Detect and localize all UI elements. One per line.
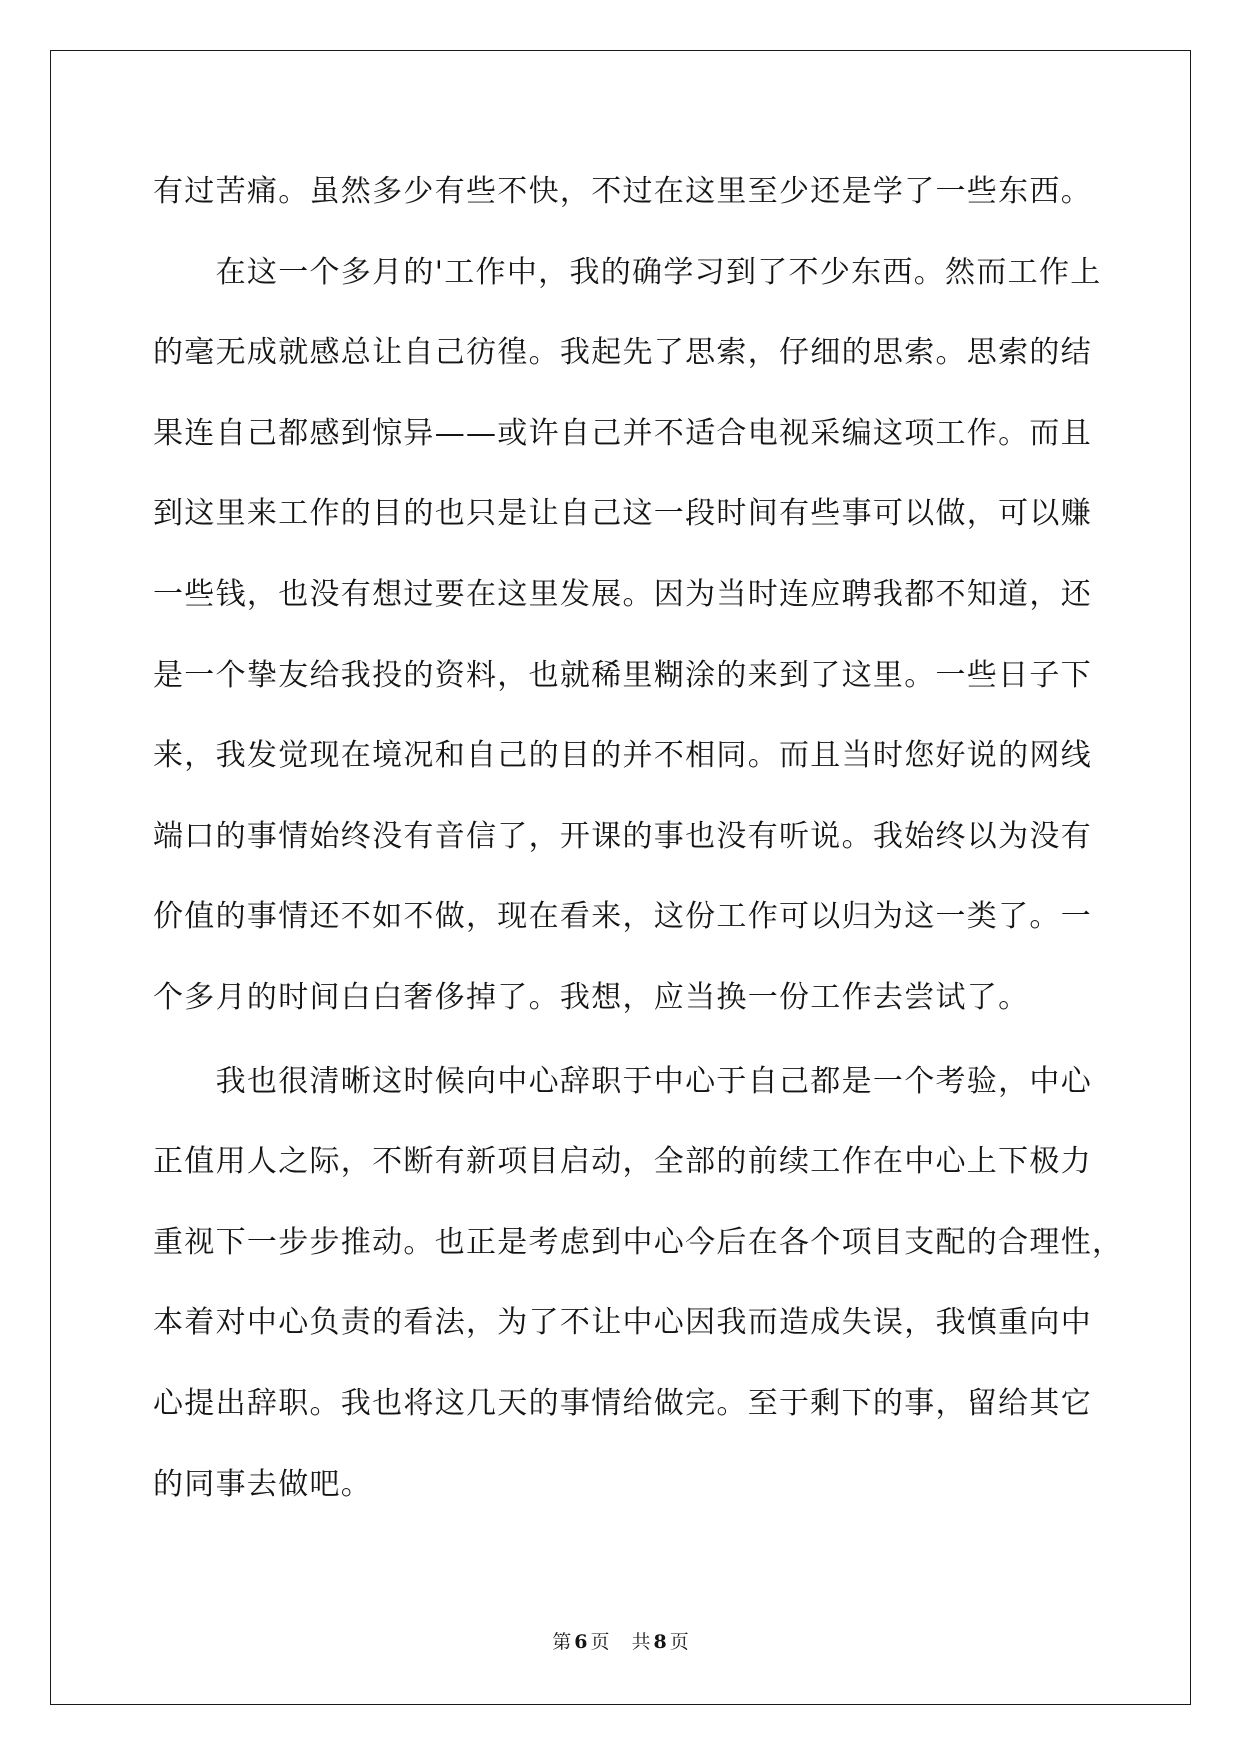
text-line: 一些钱，也没有想过要在这里发展。因为当时连应聘我都不知道，还 [153, 576, 1092, 612]
text-line: 有过苦痛。虽然多少有些不快，不过在这里至少还是学了一些东西。 [153, 174, 1092, 209]
text-line: 个多月的时间白白奢侈掉了。我想，应当换一份工作去尝试了。 [153, 979, 1030, 1015]
paragraph-2 [153, 233, 1153, 1039]
text-line: 本着对中心负责的看法，为了不让中心因我而造成失误，我慎重向中 [153, 1305, 1092, 1341]
text-line: 的同事去做吧。 [153, 1466, 373, 1502]
text-line: 来，我发觉现在境况和自己的目的并不相同。而且当时您好说的网线 [153, 738, 1092, 774]
footer-current-suffix: 页 [590, 1631, 610, 1653]
document-body [153, 152, 1153, 1525]
text-line: 的毫无成就感总让自己彷徨。我起先了思索，仔细的思索。思索的结 [153, 335, 1092, 371]
footer-current-prefix: 第 [552, 1631, 572, 1653]
text-line: 在这一个多月的'工作中，我的确学习到了不少东西。然而工作上 [215, 254, 1102, 290]
text-line: 果连自己都感到惊异——或许自己并不适合电视采编这项工作。而且 [153, 415, 1092, 451]
text-line: 我也很清晰这时候向中心辞职于中心于自己都是一个考验，中心 [215, 1063, 1092, 1099]
paragraph-3 [153, 1042, 1153, 1526]
paragraph-1 [153, 152, 1153, 233]
text-line: 重视下一步步推动。也正是考虑到中心今后在各个项目支配的合理性， [153, 1224, 1124, 1260]
footer-total-suffix: 页 [669, 1631, 689, 1653]
text-line: 心提出辞职。我也将这几天的事情给做完。至于剩下的事，留给其它 [153, 1385, 1092, 1421]
text-line: 价值的事情还不如不做，现在看来，这份工作可以归为这一类了。一 [153, 899, 1092, 935]
text-line: 端口的事情始终没有音信了，开课的事也没有听说。我始终以为没有 [153, 818, 1092, 854]
footer-total-pages: 8 [653, 1631, 667, 1653]
page-footer [0, 1630, 1241, 1654]
text-line: 是一个挚友给我投的资料，也就稀里糊涂的来到了这里。一些日子下 [153, 657, 1092, 693]
text-line: 到这里来工作的目的也只是让自己这一段时间有些事可以做，可以赚 [153, 496, 1092, 532]
text-line: 正值用人之际，不断有新项目启动，全部的前续工作在中心上下极力 [153, 1144, 1092, 1180]
footer-total-prefix: 共 [631, 1631, 651, 1653]
footer-current-page: 6 [574, 1631, 588, 1653]
